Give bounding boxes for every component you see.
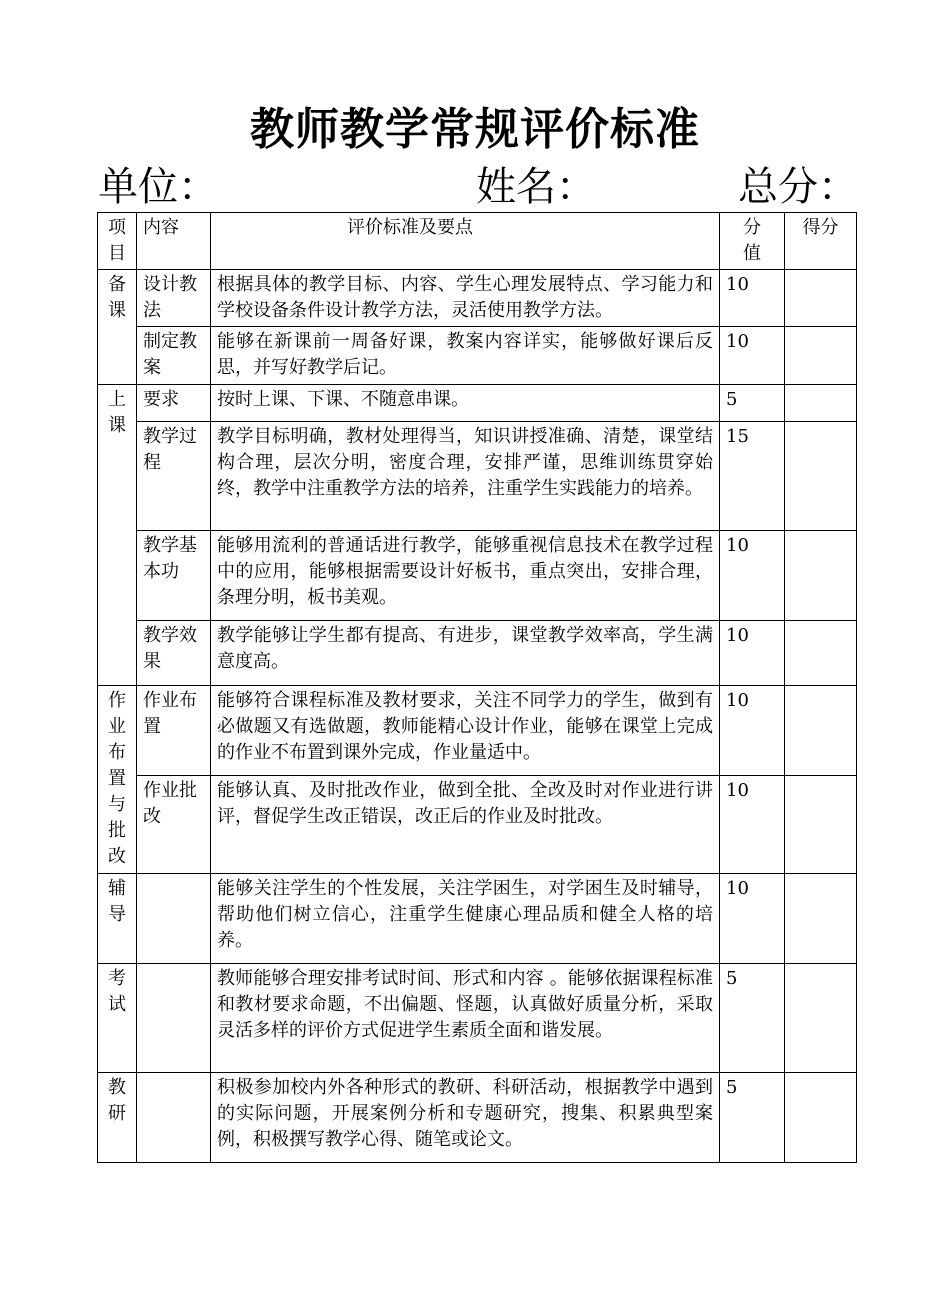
- content-cell: 设计教法: [137, 270, 211, 327]
- unit-label: 单位：: [98, 164, 218, 210]
- header-score: 分值: [720, 213, 785, 270]
- score-cell: 10: [720, 270, 785, 327]
- table-row: [98, 776, 857, 874]
- category-cell: 教研: [98, 1073, 137, 1163]
- got-cell[interactable]: [785, 531, 857, 621]
- standard-cell: 能够用流利的普通话进行教学，能够重视信息技术在教学过程中的应用，能够根据需要设计好板书，重点突出，安排合理，条理分明，板书美观。: [211, 531, 720, 621]
- got-cell[interactable]: [785, 874, 857, 964]
- got-cell[interactable]: [785, 270, 857, 327]
- table-row: [98, 621, 857, 686]
- content-cell: 作业批改: [137, 776, 211, 874]
- standard-cell: 按时上课、下课、不随意串课。: [211, 385, 720, 422]
- score-cell: 5: [720, 964, 785, 1073]
- header-got: 得分: [785, 213, 857, 270]
- table-row: [98, 327, 857, 385]
- table-row: [98, 270, 857, 327]
- evaluation-table: [97, 212, 857, 1163]
- score-cell: 10: [720, 686, 785, 776]
- table-row: [98, 686, 857, 776]
- score-cell: 10: [720, 621, 785, 686]
- content-cell: 教学过程: [137, 422, 211, 531]
- name-label: 姓名：: [476, 164, 596, 210]
- content-cell: 作业布置: [137, 686, 211, 776]
- standard-cell: 教师能够合理安排考试时间、形式和内容 。能够依据课程标准和教材要求命题，不出偏题、怪题，认真做好质量分析，采取灵活多样的评价方式促进学生素质全面和谐发展。: [211, 964, 720, 1073]
- category-cell: 考试: [98, 964, 137, 1073]
- standard-cell: 能够认真、及时批改作业，做到全批、全改及时对作业进行讲评，督促学生改正错误，改正后的作业及时批改。: [211, 776, 720, 874]
- content-cell: [137, 1073, 211, 1163]
- content-cell: 教学效果: [137, 621, 211, 686]
- header-content: 内容: [137, 213, 211, 270]
- standard-cell: 教学能够让学生都有提高、有进步，课堂教学效率高，学生满意度高。: [211, 621, 720, 686]
- table-header-row: [98, 213, 857, 270]
- category-cell: 辅导: [98, 874, 137, 964]
- table-row: [98, 531, 857, 621]
- table-row: [98, 874, 857, 964]
- score-cell: 10: [720, 531, 785, 621]
- total-score-label: 总分：: [738, 164, 858, 210]
- score-cell: 15: [720, 422, 785, 531]
- standard-cell: 根据具体的教学目标、内容、学生心理发展特点、学习能力和学校设备条件设计教学方法，灵活使用教学方法。: [211, 270, 720, 327]
- header-standard: 评价标准及要点: [211, 213, 720, 270]
- got-cell[interactable]: [785, 1073, 857, 1163]
- category-cell: 作业布置与批改: [98, 686, 137, 874]
- header-fields: [98, 160, 858, 214]
- standard-cell: 教学目标明确，教材处理得当，知识讲授准确、清楚，课堂结构合理，层次分明，密度合理，安排严谨，思维训练贯穿始终，教学中注重教学方法的培养，注重学生实践能力的培养。: [211, 422, 720, 531]
- content-cell: [137, 874, 211, 964]
- standard-cell: 能够关注学生的个性发展，关注学困生，对学困生及时辅导，帮助他们树立信心，注重学生健康心理品质和健全人格的培养。: [211, 874, 720, 964]
- table-row: [98, 385, 857, 422]
- score-cell: 10: [720, 327, 785, 385]
- content-cell: 制定教案: [137, 327, 211, 385]
- content-cell: [137, 964, 211, 1073]
- score-cell: 5: [720, 385, 785, 422]
- standard-cell: 能够在新课前一周备好课，教案内容详实，能够做好课后反思，并写好教学后记。: [211, 327, 720, 385]
- standard-cell: 积极参加校内外各种形式的教研、科研活动，根据教学中遇到的实际问题，开展案例分析和专题研究，搜集、积累典型案例，积极撰写教学心得、随笔或论文。: [211, 1073, 720, 1163]
- content-cell: 教学基本功: [137, 531, 211, 621]
- page-title: 教师教学常规评价标准: [250, 104, 700, 155]
- got-cell[interactable]: [785, 385, 857, 422]
- content-cell: 要求: [137, 385, 211, 422]
- score-cell: 10: [720, 776, 785, 874]
- got-cell[interactable]: [785, 422, 857, 531]
- score-cell: 10: [720, 874, 785, 964]
- category-cell: 备课: [98, 270, 137, 385]
- got-cell[interactable]: [785, 327, 857, 385]
- table-row: [98, 964, 857, 1073]
- table-row: [98, 1073, 857, 1163]
- standard-cell: 能够符合课程标准及教材要求，关注不同学力的学生，做到有必做题又有选做题，教师能精心设计作业，能够在课堂上完成的作业不布置到课外完成，作业量适中。: [211, 686, 720, 776]
- got-cell[interactable]: [785, 686, 857, 776]
- got-cell[interactable]: [785, 621, 857, 686]
- got-cell[interactable]: [785, 964, 857, 1073]
- category-cell: 上课: [98, 385, 137, 686]
- got-cell[interactable]: [785, 776, 857, 874]
- score-cell: 5: [720, 1073, 785, 1163]
- header-item: 项目: [98, 213, 137, 270]
- table-row: [98, 422, 857, 531]
